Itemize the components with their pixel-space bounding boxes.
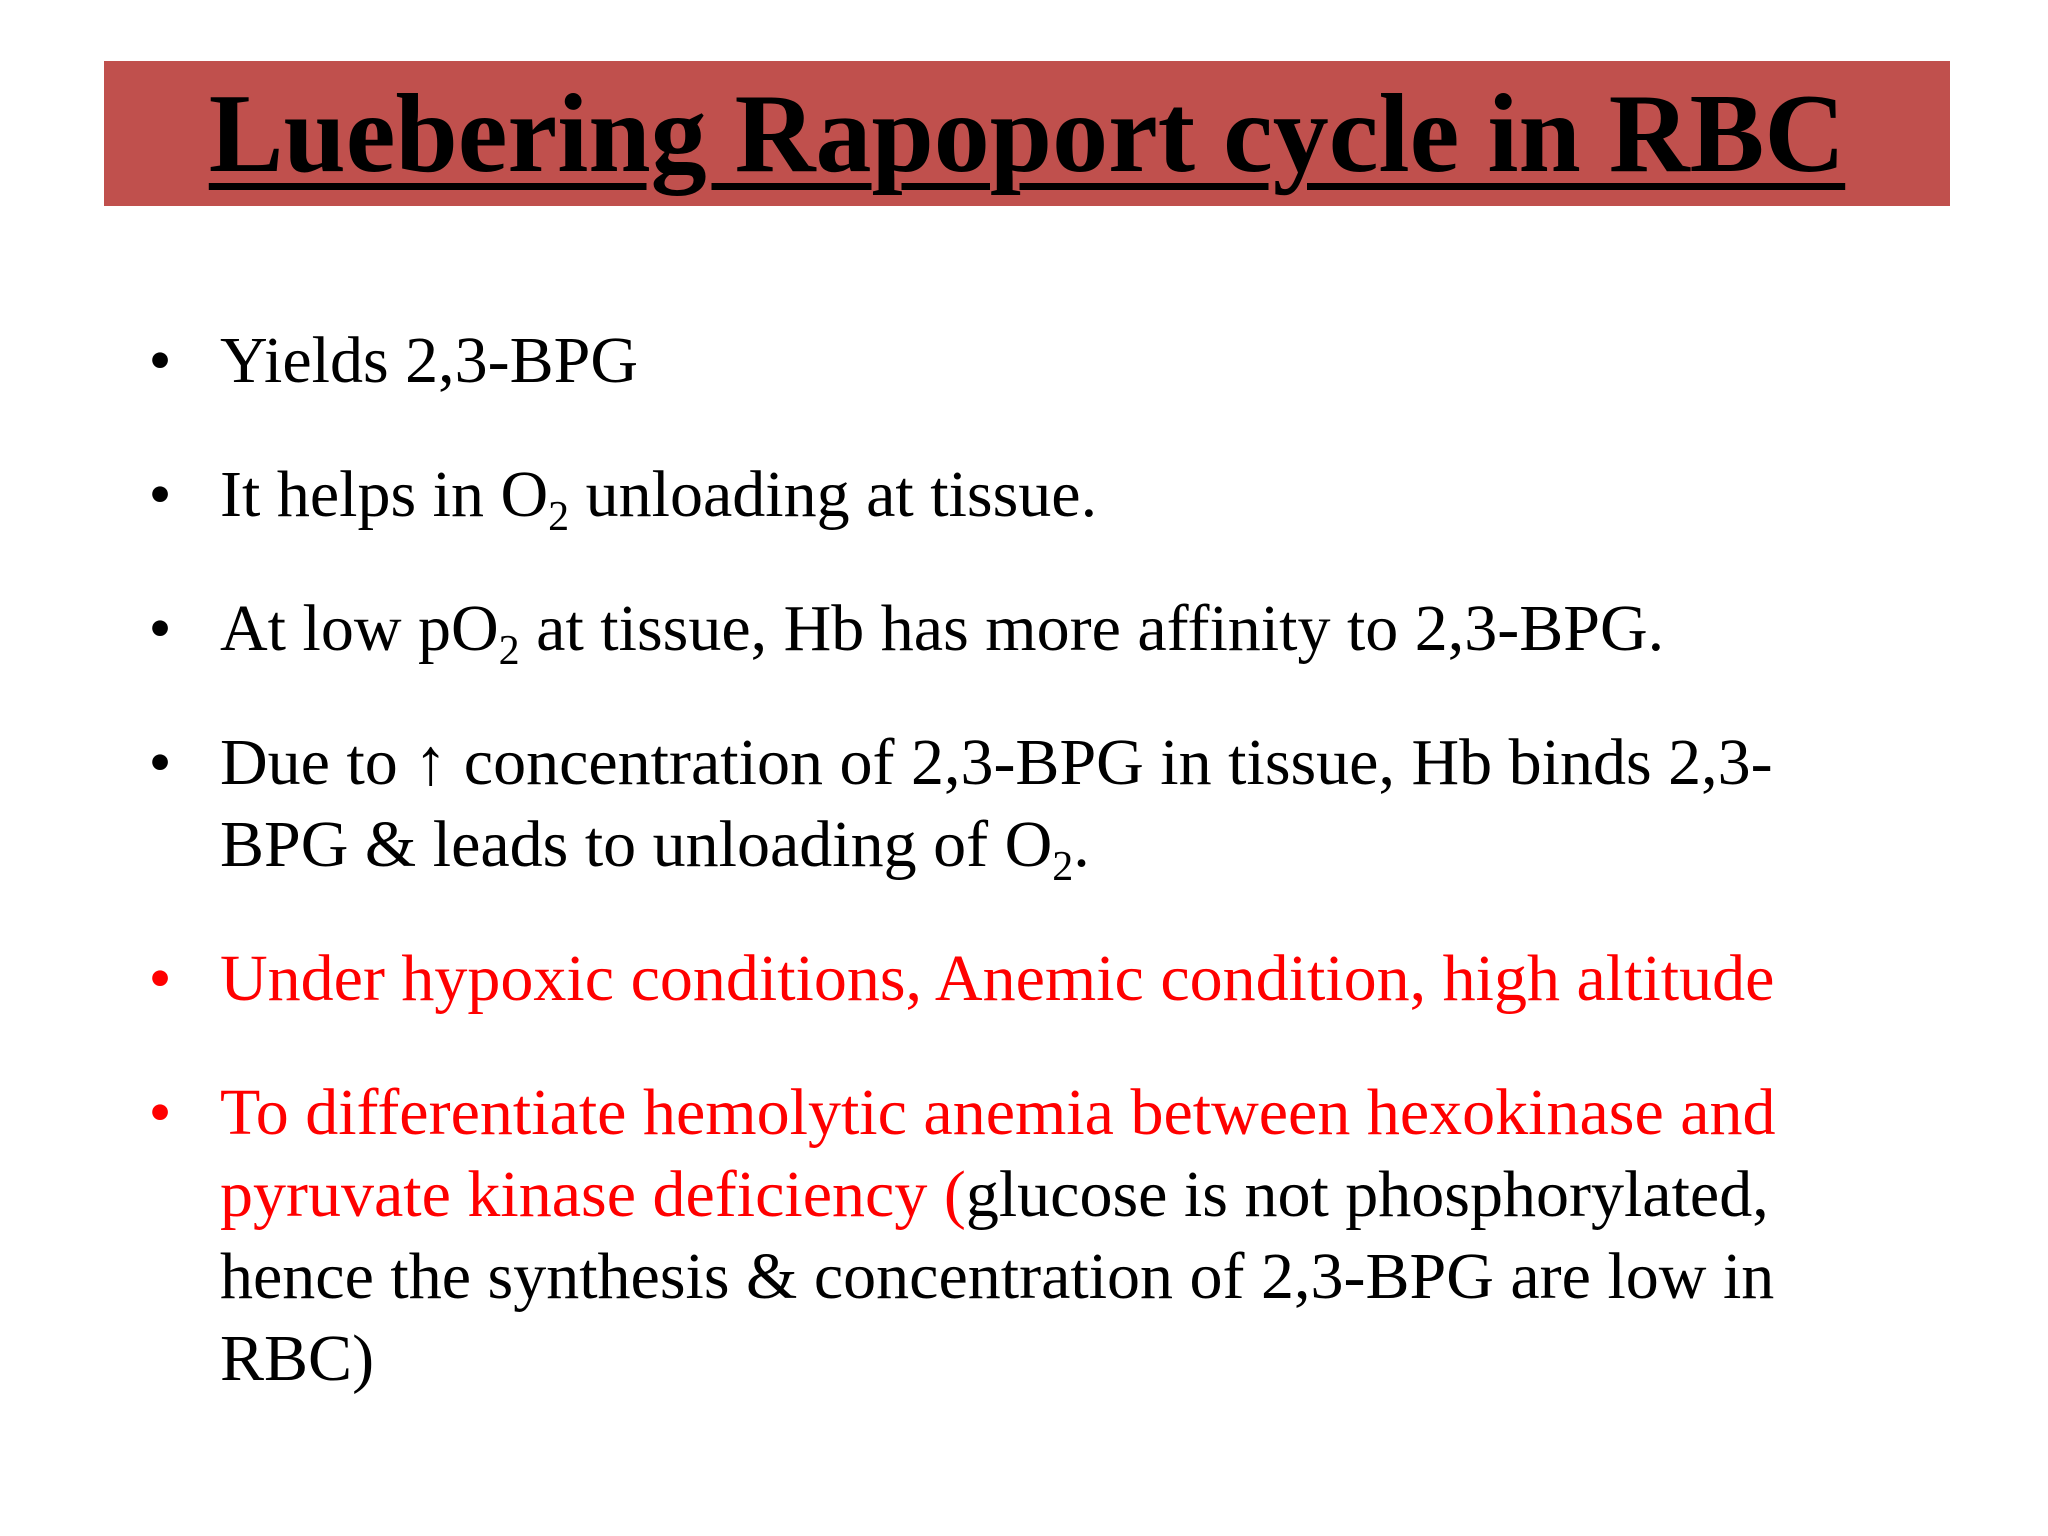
bullet-text bbox=[220, 726, 1773, 890]
bullet-list bbox=[140, 320, 1860, 1452]
text-segment: unloading at tissue. bbox=[569, 458, 1098, 531]
text-segment: Due to ↑ concentration of 2,3-BPG in tissue, Hb binds 2,3-BPG & leads to unloading of O bbox=[220, 726, 1773, 881]
bullet-dot-icon: • bbox=[148, 1076, 172, 1149]
slide-title: Luebering Rapoport cycle in RBC bbox=[208, 71, 1846, 196]
bullet-item bbox=[140, 938, 1860, 1020]
bullet-dot-icon: • bbox=[148, 458, 172, 531]
subscript: 2 bbox=[498, 628, 520, 674]
title-banner bbox=[104, 61, 1950, 206]
text-segment: Under hypoxic conditions, Anemic condition, high altitude bbox=[220, 942, 1775, 1015]
bullet-item bbox=[140, 320, 1860, 402]
bullet-dot-icon: • bbox=[148, 726, 172, 799]
bullet-dot-icon: • bbox=[148, 592, 172, 665]
text-segment: at tissue, Hb has more affinity to 2,3-BPG. bbox=[519, 592, 1665, 665]
text-segment: . bbox=[1073, 808, 1090, 881]
text-segment: Yields 2,3-BPG bbox=[220, 324, 639, 397]
subscript: 2 bbox=[1052, 844, 1074, 890]
text-segment: glucose is not phosphorylated, hence the synthesis & concentration of 2,3-BPG are low in RBC) bbox=[220, 1158, 1775, 1395]
bullet-text bbox=[220, 324, 638, 397]
bullet-text bbox=[220, 458, 1098, 540]
text-segment: It helps in O bbox=[220, 458, 549, 531]
text-segment: At low pO bbox=[220, 592, 499, 665]
bullet-item bbox=[140, 454, 1860, 540]
bullet-item bbox=[140, 588, 1860, 674]
bullet-text bbox=[220, 592, 1665, 674]
bullet-text bbox=[220, 1076, 1776, 1395]
subscript: 2 bbox=[548, 494, 570, 540]
bullet-text bbox=[220, 942, 1774, 1015]
bullet-item bbox=[140, 1072, 1860, 1400]
bullet-dot-icon: • bbox=[148, 942, 172, 1015]
text-segment: To differentiate hemolytic anemia between hexokinase and pyruvate kinase deficiency ( bbox=[220, 1076, 1776, 1231]
bullet-dot-icon: • bbox=[148, 324, 172, 397]
bullet-item bbox=[140, 722, 1860, 890]
